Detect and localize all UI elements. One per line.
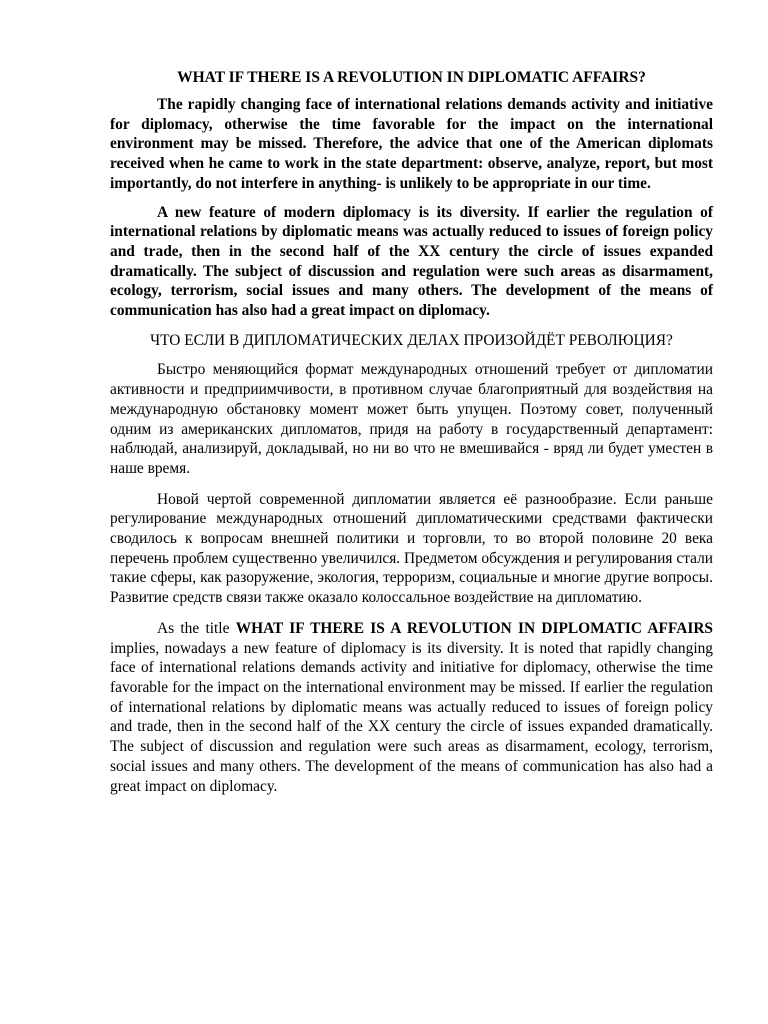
english-paragraph-1: The rapidly changing face of international relations demands activity and initiative for diplomacy, otherwise the time favorable for the impact on the international environment may be missed. Therefore, the advice that one of the American diplomats received when he came to work in the state department: observe, analyze, report, but most importantly, do not interfere in anything- is unlikely to be appropriate in our time. bbox=[110, 96, 713, 192]
summary-body: implies, nowadays a new feature of diplomacy is its diversity. It is noted that rapidly changing face of international relations demands activity and initiative for diplomacy, otherwise the time favorable for the impact on the international environment may be missed. If earlier the regulation of international relations by diplomatic means was actually reduced to issues of foreign policy and trade, then in the second half of the XX century the circle of issues expanded dramatically. The subject of discussion and regulation were such areas as disarmament, ecology, terrorism, social issues and many others. The development of the means of communication has also had a great impact on diplomacy. bbox=[110, 639, 713, 795]
russian-paragraph-2: Новой чертой современной дипломатии является её разнообразие. Если раньше регулирование международных отношений дипломатическими средствами фактически сводилось к вопросам внешней политики и торговли, то во второй половине 20 века перечень проблем существенно увеличился. Предметом обсуждения и регулирования стали такие сферы, как разоружение, экология, терроризм, социальные и многие другие вопросы. Развитие средств связи также оказало колоссальное воздействие на дипломатию. bbox=[110, 490, 713, 607]
summary-paragraph bbox=[110, 619, 713, 796]
summary-prefix: As the title bbox=[157, 619, 236, 637]
russian-title: ЧТО ЕСЛИ В ДИПЛОМАТИЧЕСКИХ ДЕЛАХ ПРОИЗОЙДЁТ РЕВОЛЮЦИЯ? bbox=[150, 331, 673, 349]
summary-title-reference: WHAT IF THERE IS A REVOLUTION IN DIPLOMATIC AFFAIRS bbox=[235, 619, 713, 637]
russian-paragraph-1: Быстро меняющийся формат международных отношений требует от дипломатии активности и предприимчивости, в противном случае благоприятный для воздействия на международную обстановку момент может быть упущен. Поэтому совет, полученный одним из американских дипломатов, придя на работу в государственный департамент: наблюдай, анализируй, докладывай, но ни во что не вмешивайся - вряд ли будет уместен в наше время. bbox=[110, 361, 713, 477]
english-paragraph-2: A new feature of modern diplomacy is its diversity. If earlier the regulation of international relations by diplomatic means was actually reduced to issues of foreign policy and trade, then in the second half of the XX century the circle of issues expanded dramatically. The subject of discussion and regulation were such areas as disarmament, ecology, terrorism, social issues and many others. The development of the means of communication has also had a great impact on diplomacy. bbox=[110, 203, 713, 320]
document-page bbox=[110, 68, 713, 796]
english-title: WHAT IF THERE IS A REVOLUTION IN DIPLOMATIC AFFAIRS? bbox=[177, 69, 646, 86]
